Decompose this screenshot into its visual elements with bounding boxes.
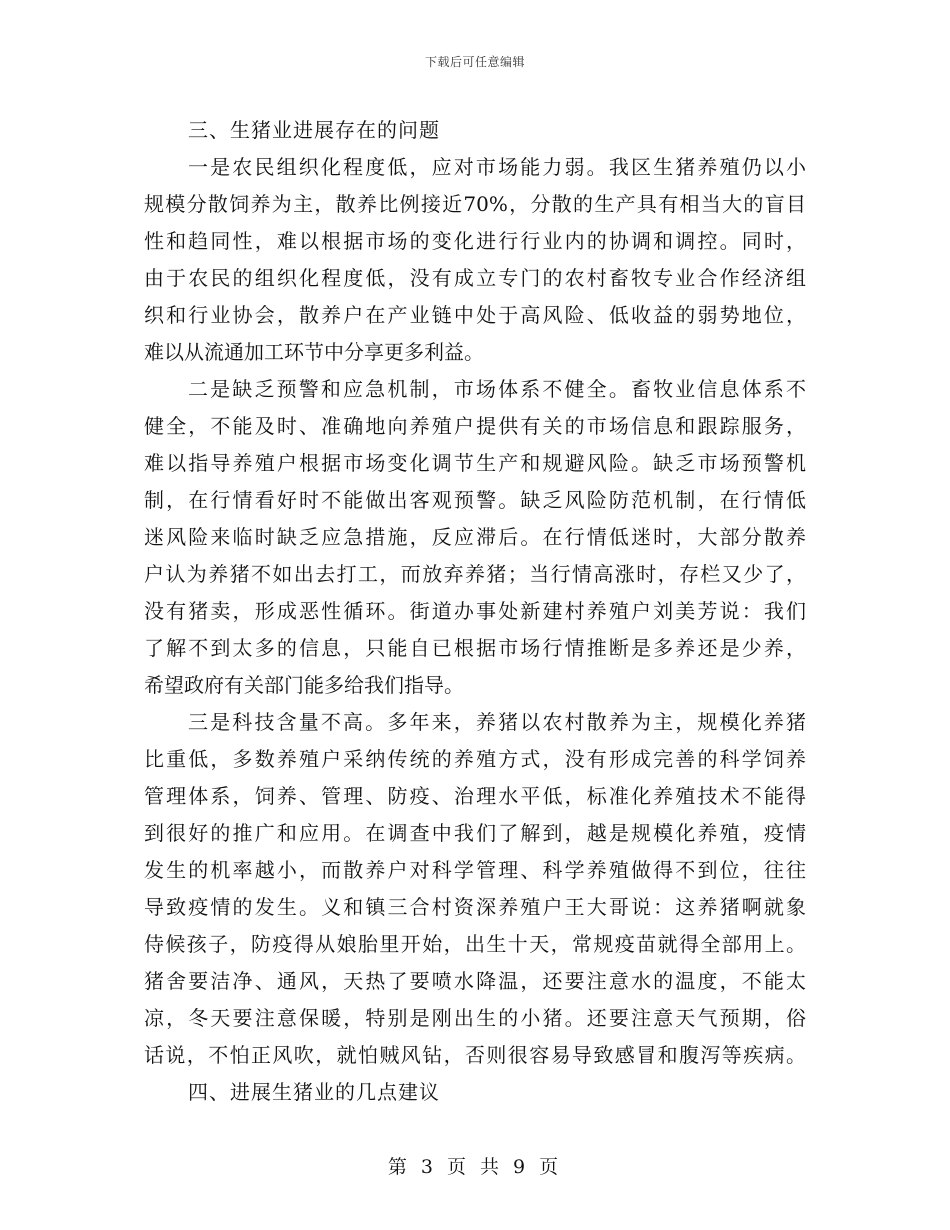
paragraph-1: [144, 149, 806, 371]
paragraph-line: 性和趋同性，难以根据市场的变化进行行业内的协调和调控。同时，: [144, 229, 806, 253]
paragraph-line: 难以指导养殖户根据市场变化调节生产和规避风险。缺乏市场预警机: [144, 451, 806, 475]
paragraph-line: 话说，不怕正风吹，就怕贼风钻，否则很容易导致感冒和腹泻等疾病。: [144, 1043, 806, 1067]
page-number-footer: 第 3 页 共 9 页: [387, 1156, 563, 1178]
paragraph-line: 二是缺乏预警和应急机制，市场体系不健全。畜牧业信息体系不: [188, 377, 806, 401]
paragraph-line: 没有猪卖，形成恶性循环。街道办事处新建村养殖户刘美芳说：我们: [144, 599, 806, 623]
section-heading-3: 三、生猪业进展存在的问题: [188, 118, 440, 142]
paragraph-line: 规模分散饲养为主，散养比例接近70%，分散的生产具有相当大的盲目: [144, 192, 806, 216]
paragraph-line: 猪舍要洁净、通风，天热了要喷水降温，还要注意水的温度，不能太: [144, 969, 806, 993]
paragraph-line: 希望政府有关部门能多给我们指导。: [144, 673, 464, 697]
paragraph-line: 三是科技含量不高。多年来，养猪以农村散养为主，规模化养猪: [188, 710, 806, 734]
paragraph-line: 到很好的推广和应用。在调查中我们了解到，越是规模化养殖，疫情: [144, 821, 806, 845]
paragraph-2: [144, 371, 806, 704]
paragraph-line: 健全，不能及时、准确地向养殖户提供有关的市场信息和跟踪服务，: [144, 414, 806, 438]
paragraph-line: 难以从流通加工环节中分享更多利益。: [144, 340, 484, 364]
paragraph-line: 导致疫情的发生。义和镇三合村资深养殖户王大哥说：这养猪啊就象: [144, 895, 806, 919]
paragraph-line: 管理体系，饲养、管理、防疫、治理水平低，标准化养殖技术不能得: [144, 784, 806, 808]
paragraph-line: 迷风险来临时缺乏应急措施，反应滞后。在行情低迷时，大部分散养: [144, 525, 806, 549]
paragraph-line: 制，在行情看好时不能做出客观预警。缺乏风险防范机制，在行情低: [144, 488, 806, 512]
paragraph-line: 比重低，多数养殖户采纳传统的养殖方式，没有形成完善的科学饲养: [144, 747, 806, 771]
paragraph-line: 发生的机率越小，而散养户对科学管理、科学养殖做得不到位，往往: [144, 858, 806, 882]
document-body: [144, 112, 806, 1111]
section-heading-4: 四、进展生猪业的几点建议: [188, 1080, 440, 1104]
paragraph-3: [144, 704, 806, 1074]
paragraph-line: 一是农民组织化程度低，应对市场能力弱。我区生猪养殖仍以小: [188, 155, 806, 179]
paragraph-line: 户认为养猪不如出去打工，而放弃养猪；当行情高涨时，存栏又少了，: [144, 562, 806, 586]
paragraph-line: 了解不到太多的信息，只能自已根据市场行情推断是多养还是少养，: [144, 636, 806, 660]
paragraph-line: 由于农民的组织化程度低，没有成立专门的农村畜牧专业合作经济组: [144, 266, 806, 290]
header-note: 下载后可任意编辑: [424, 55, 525, 69]
paragraph-line: 织和行业协会，散养户在产业链中处于高风险、低收益的弱势地位，: [144, 303, 806, 327]
paragraph-line: 凉，冬天要注意保暖，特别是刚出生的小猪。还要注意天气预期，俗: [144, 1006, 806, 1030]
paragraph-line: 侍候孩子，防疫得从娘胎里开始，出生十天，常规疫苗就得全部用上。: [144, 932, 806, 956]
